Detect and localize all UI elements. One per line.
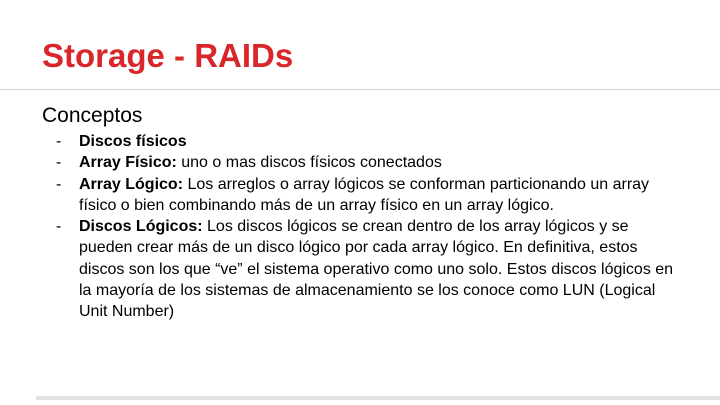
list-item-array-fisico [56,152,686,173]
bullet-dash: - [56,175,62,193]
bullet-dash: - [56,218,62,236]
title-divider [0,89,720,90]
bullet-dash: - [56,133,62,150]
section-heading: Conceptos [42,104,143,127]
concepts-list [56,131,686,323]
bullet-term: Discos físicos [79,133,187,150]
list-item-discos-logicos [56,216,686,322]
bullet-text: uno o mas discos físicos conectados [176,154,442,172]
slide-title: Storage - RAIDs [42,37,294,74]
bullet-text: Los arreglos o array lógicos se conforman particionando un array físico o bien combinando más de un array físico en un array lógico. [79,175,650,214]
bullet-term: Array Lógico: [79,175,184,193]
bullet-dash: - [56,154,62,172]
list-item-discos-fisicos [56,131,686,152]
list-item-array-logico [56,174,686,217]
bullet-term: Array Físico: [79,154,177,172]
footer-bar [36,396,720,400]
bullet-term: Discos Lógicos: [79,218,203,236]
bullet-text: Los discos lógicos se crean dentro de los array lógicos y se pueden crear más de un disco lógico por cada array lógico. En definitiva, estos discos son los que “ve” el sistema operativo como uno solo. Estos discos lógicos en la mayoría de los sistemas de almacenamiento se los conoce como LUN (Logical Unit Number) [79,218,674,321]
